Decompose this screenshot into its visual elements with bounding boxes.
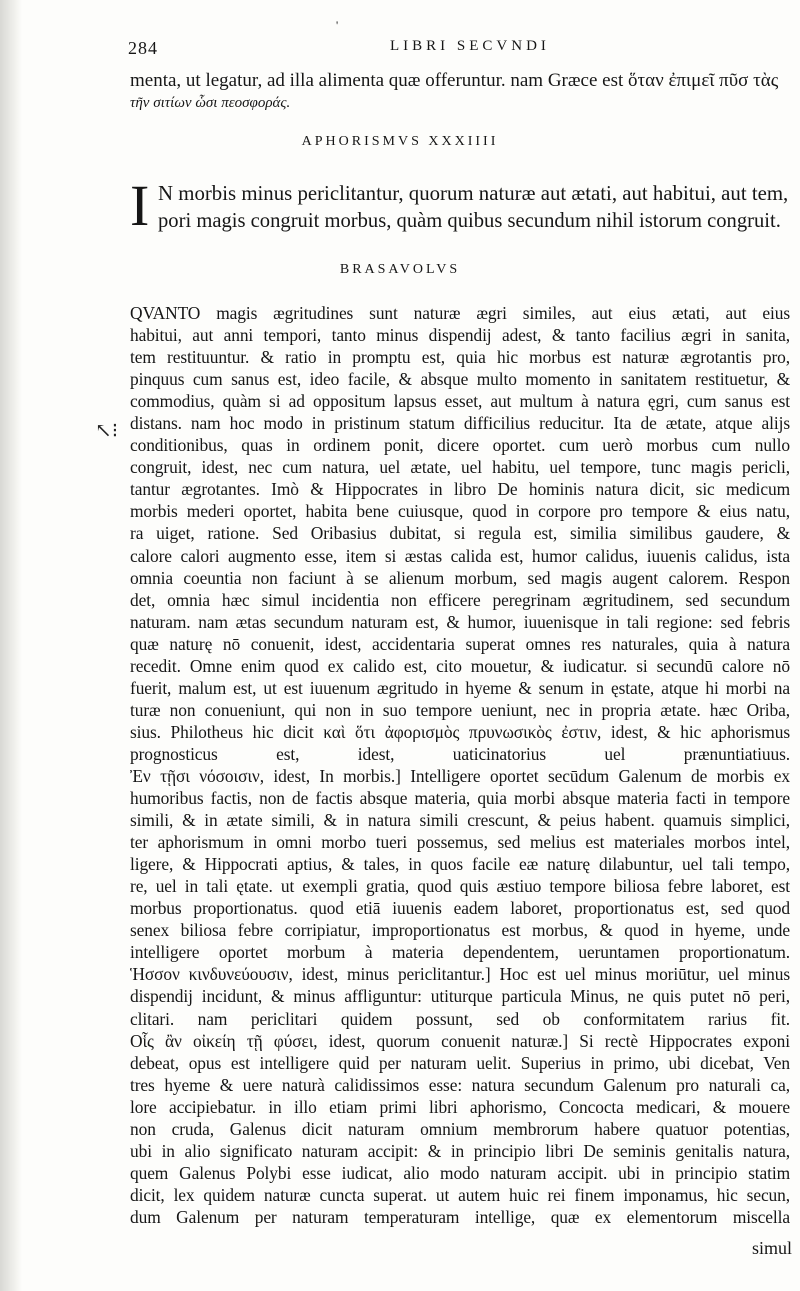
- commentary-line: simili, & in ætate simili, & in natura simili crescunt, & peius habent. quamuis simplici,: [130, 810, 790, 831]
- commentary-line: tantur ægrotantes. Imò & Hippocrates in libro De hominis natura dicit, sic medicum: [130, 479, 790, 500]
- continuation-line: τῆν σιτίων ὧσι πεοσφοράς.: [130, 95, 291, 111]
- commentary-heading: BRASAVOLVS: [339, 262, 461, 277]
- commentary-line: non cruda, Galenus dicit naturam omnium membrorum habere quatuor potentias,: [130, 1118, 790, 1139]
- commentary-line: dispendij incidunt, & minus affliguntur: utiturque particula Minus, ne quis putet nō peri,: [130, 986, 790, 1007]
- commentary-line: humoribus factis, non de factis absque materia, quia morbi absque materia facti in tempore: [130, 788, 790, 809]
- drop-cap-initial: I: [130, 173, 150, 238]
- commentary-line: debeat, opus est intelligere quid per naturam uelit. Superius in primo, ubi dicebat, Ven: [130, 1052, 790, 1073]
- commentary-line: dicit, lex quidem naturæ cuncta superat. ut autem huic rei finem imponamus, hic secun,: [130, 1184, 790, 1205]
- commentary-line: quem Galenus Polybi esse iudicat, alio modo naturam accipit. ubi in principio statim: [130, 1162, 790, 1183]
- commentary-line: distans. nam hoc modo in pristinum statum difficilius reducitur. Ita de ætate, atque alijs: [130, 413, 790, 434]
- commentary-line: habitui, aut anni tempori, tanto minus dispendij adest, & tanto facilius ægri in sanita,: [130, 325, 790, 346]
- commentary-line: morbis mederi oportet, habita bene cuiusque, quod in corpore pro tempore & eius natu,: [130, 501, 790, 522]
- commentary-line: Ἡσσον κινδυνεύουσιν, idest, minus periclitantur.] Hoc est uel minus moriūtur, uel minus: [130, 964, 790, 985]
- commentary-line: pinquus cum sanus est, ideo facile, & absque multo momento in sanitatem restituetur, &: [130, 369, 790, 390]
- commentary-line: intelligere oportet morbum à materia dependentem, ueruntamen proportionatum.: [130, 942, 790, 963]
- aphorism-heading: APHORISMVS XXXIIII: [301, 134, 499, 149]
- continuation-line: menta, ut legatur, ad illa alimenta quæ offeruntur. nam Græce est ὅταν ἐπιμεῖ πῦσ τὰς: [130, 70, 779, 91]
- catchword: simul: [752, 1238, 793, 1258]
- commentary-line: ra uiget, ratione. Sed Oribasius dubitat, si regula est, similia similibus gaudere, &: [130, 523, 790, 544]
- commentary-line: det, omnia hæc simul incidentia non efficere peregrinam ægritudinem, sed secundum: [130, 589, 790, 610]
- commentary-line: lore accipiebatur. in illo etiam primi libri aphorismo, Concocta medicari, & mouere: [130, 1096, 790, 1117]
- commentary-line: congruit, idest, nec cum natura, uel ætate, uel habitu, uel tempore, tunc magis pericli,: [130, 457, 790, 478]
- commentary-line: tres hyeme & uere naturà calidissimos esse: natura secundum Galenum pro naturali ca,: [130, 1074, 790, 1095]
- commentary-line: ter aphorismum in omni morbo tueri possemus, sed melius est materiales morbos intel,: [130, 832, 790, 853]
- commentary-line: conditionibus, quas in ordinem ponit, dicere oportet. cum uerò morbus cum nullo: [130, 435, 790, 456]
- commentary-line: QVANTO magis ægritudines sunt naturæ ægri similes, aut eius ætati, aut eius: [130, 303, 790, 323]
- aphorism-text-line: N morbis minus periclitantur, quorum naturæ aut ætati, aut habitui, aut tem,: [158, 181, 789, 205]
- commentary-line: morbus proportionatus. quod etiā iuuenis eadem laboret, proportionatus est, sed quod: [130, 898, 790, 919]
- commentary-line: Ἐν τῇσι νόσοισιν, idest, In morbis.] Intelligere oportet secūdum Galenum de morbis ex: [130, 765, 790, 786]
- running-title: LIBRI SECVNDI: [390, 38, 550, 54]
- margin-pointer-mark: ↖⁝: [95, 420, 119, 442]
- commentary-line: turæ non conueniunt, qui non in suo tempore ueniunt, nec in propria ætate. hæc Oriba,: [130, 699, 790, 720]
- commentary-line: commodius, quàm si ad oppositum lapsus esset, aut multum à natura ęgri, cum sanus est: [130, 391, 790, 412]
- commentary-line: quæ naturę nō conuenit, idest, accidentaria superat omnes res naturales, quia à natura: [130, 633, 790, 654]
- commentary-line: prognosticus est, idest, uaticinatorius uel prænuntiatiuus.: [130, 743, 790, 764]
- page-gutter-shadow: [0, 0, 22, 1291]
- printer-mark: ': [336, 18, 339, 32]
- commentary-line: recedit. Omne enim quod ex calido est, cito mouetur, & iudicatur. si secundū calore nō: [130, 655, 790, 676]
- commentary-line: dum Galenum per naturam temperaturam intellige, quæ ex elementorum miscella: [130, 1206, 790, 1227]
- commentary-line: re, uel in tali ętate. ut exempli gratia, quod quis æstiuo tempore biliosa febre laboret, est: [130, 876, 790, 897]
- commentary-line: fuerit, malum est, ut est iuuenum ægritudo in hyeme & senum in ęstate, atque hi morbi na: [130, 677, 790, 698]
- commentary-line: naturam. nam ætas secundum naturam est, & humor, iuuenisque in tali regione: sed febris: [130, 611, 790, 632]
- commentary-line: tem restituuntur. & ratio in promptu est, quia hic morbus est naturæ ægrotantis pro,: [130, 347, 790, 368]
- page-number: 284: [128, 38, 158, 58]
- commentary-line: ubi in alio significato naturam accipit: & in principio libri De seminis genitalis natura,: [130, 1140, 790, 1161]
- commentary-line: clitari. nam periclitari quidem possunt, sed ob conformitatem rarius fit.: [130, 1008, 790, 1029]
- commentary-line: Οἷς ἂν οἰκείη τῇ φύσει, idest, quorum conuenit naturæ.] Si rectè Hippocrates exponi: [130, 1030, 790, 1051]
- aphorism-text-line: pori magis congruit morbus, quàm quibus secundum nihil istorum congruit.: [158, 210, 781, 232]
- commentary-line: omnia coeuntia non faciunt à se alienum morbum, sed magis augent calorem. Respon: [130, 567, 790, 588]
- commentary-body: [130, 302, 790, 1228]
- commentary-line: calore calori augmento esse, item si æstas calida est, humor calidus, iuuenis calidus, ista: [130, 545, 790, 566]
- commentary-line: ligere, & Hippocrati aptius, & tales, in quos facile eæ naturę dilabuntur, uel tali tempo,: [130, 854, 790, 875]
- commentary-line: senex biliosa febre corripiatur, improportionatus est morbus, & quod in hyeme, unde: [130, 920, 790, 941]
- commentary-line: sius. Philotheus hic dicit καὶ ὅτι ἀφορισμὸς πρυνωσικὸς ἐστιν, idest, & hic aphorismus: [130, 721, 790, 742]
